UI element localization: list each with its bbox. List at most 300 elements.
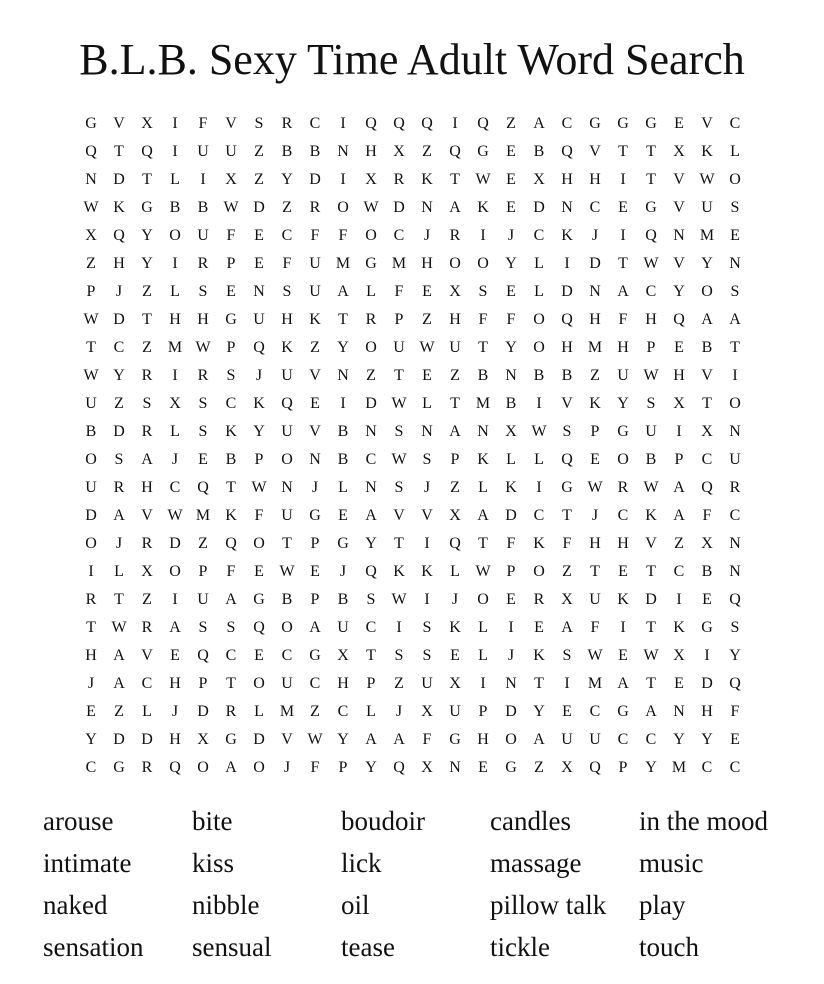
grid-letter: D bbox=[253, 199, 265, 216]
grid-letter: I bbox=[172, 591, 178, 608]
letter-grid bbox=[77, 110, 749, 782]
grid-letter: D bbox=[505, 703, 517, 720]
grid-letter: O bbox=[533, 563, 545, 580]
grid-letter: J bbox=[171, 451, 179, 468]
grid-letter: F bbox=[226, 227, 236, 244]
grid-letter: V bbox=[673, 199, 685, 216]
grid-letter: F bbox=[422, 731, 432, 748]
grid-letter: F bbox=[282, 255, 292, 272]
grid-letter: W bbox=[391, 451, 407, 468]
grid-letter: S bbox=[422, 619, 432, 636]
grid-letter: E bbox=[170, 647, 180, 664]
grid-letter: P bbox=[254, 451, 264, 468]
grid-letter: I bbox=[172, 367, 178, 384]
grid-letter: E bbox=[506, 591, 516, 608]
grid-letter: E bbox=[534, 619, 544, 636]
word-list-item: oil bbox=[341, 890, 370, 920]
grid-letter: W bbox=[111, 619, 127, 636]
grid-letter: Q bbox=[589, 759, 601, 776]
grid-letter: E bbox=[254, 647, 264, 664]
grid-letter: T bbox=[86, 619, 96, 636]
word-list-item: intimate bbox=[43, 848, 132, 878]
grid-letter: D bbox=[197, 703, 209, 720]
grid-letter: W bbox=[643, 367, 659, 384]
grid-letter: K bbox=[225, 423, 237, 440]
grid-letter: N bbox=[421, 199, 433, 216]
grid-letter: W bbox=[251, 479, 267, 496]
grid-letter: E bbox=[422, 283, 432, 300]
grid-letter: L bbox=[170, 423, 180, 440]
grid-letter: S bbox=[394, 647, 404, 664]
grid-letter: W bbox=[83, 199, 99, 216]
grid-letter: X bbox=[505, 423, 517, 440]
grid-letter: L bbox=[338, 479, 348, 496]
grid-letter: T bbox=[618, 255, 628, 272]
grid-letter: T bbox=[646, 619, 656, 636]
grid-letter: I bbox=[620, 619, 626, 636]
grid-letter: U bbox=[197, 591, 209, 608]
grid-letter: Y bbox=[141, 227, 153, 244]
grid-letter: O bbox=[281, 619, 293, 636]
grid-letter: J bbox=[591, 507, 599, 524]
grid-letter: Q bbox=[701, 479, 713, 496]
grid-letter: S bbox=[282, 283, 292, 300]
grid-letter: Z bbox=[142, 339, 152, 356]
grid-letter: J bbox=[395, 703, 403, 720]
grid-letter: X bbox=[421, 759, 433, 776]
grid-letter: S bbox=[226, 367, 236, 384]
grid-letter: O bbox=[337, 199, 349, 216]
grid-letter: P bbox=[86, 283, 96, 300]
grid-letter: Q bbox=[253, 619, 265, 636]
grid-letter: I bbox=[620, 227, 626, 244]
grid-letter: W bbox=[643, 647, 659, 664]
grid-letter: T bbox=[730, 339, 740, 356]
grid-letter: E bbox=[674, 675, 684, 692]
word-list-item: candles bbox=[490, 806, 571, 836]
grid-letter: L bbox=[366, 283, 376, 300]
grid-letter: M bbox=[587, 675, 603, 692]
grid-letter: R bbox=[281, 115, 293, 132]
grid-letter: I bbox=[676, 423, 682, 440]
grid-letter: W bbox=[475, 563, 491, 580]
grid-letter: B bbox=[337, 423, 349, 440]
word-list-item: in the mood bbox=[639, 806, 768, 836]
grid-letter: P bbox=[450, 451, 460, 468]
grid-letter: Y bbox=[673, 283, 685, 300]
grid-letter: W bbox=[167, 507, 183, 524]
grid-letter: M bbox=[587, 339, 603, 356]
word-list-item: massage bbox=[490, 848, 582, 878]
grid-letter: P bbox=[198, 675, 208, 692]
grid-letter: Z bbox=[506, 115, 516, 132]
grid-letter: M bbox=[391, 255, 407, 272]
grid-letter: D bbox=[169, 535, 181, 552]
grid-letter: H bbox=[85, 647, 97, 664]
grid-letter: Z bbox=[310, 339, 320, 356]
grid-letter: G bbox=[645, 199, 657, 216]
grid-letter: C bbox=[701, 451, 713, 468]
grid-letter: W bbox=[223, 199, 239, 216]
grid-letter: R bbox=[197, 367, 209, 384]
grid-letter: W bbox=[587, 479, 603, 496]
grid-letter: O bbox=[617, 451, 629, 468]
word-list-item: bite bbox=[192, 806, 233, 836]
grid-letter: T bbox=[86, 339, 96, 356]
grid-letter: G bbox=[309, 647, 321, 664]
grid-letter: A bbox=[645, 703, 657, 720]
grid-letter: V bbox=[589, 143, 601, 160]
grid-letter: I bbox=[424, 591, 430, 608]
grid-letter: S bbox=[198, 619, 208, 636]
grid-letter: Q bbox=[393, 759, 405, 776]
grid-letter: P bbox=[198, 563, 208, 580]
grid-letter: X bbox=[673, 647, 685, 664]
grid-letter: Y bbox=[701, 255, 713, 272]
grid-letter: K bbox=[225, 507, 237, 524]
grid-letter: J bbox=[311, 479, 319, 496]
word-list-item: sensation bbox=[43, 932, 144, 962]
grid-letter: B bbox=[309, 143, 321, 160]
word-list-item: pillow talk bbox=[490, 890, 607, 920]
grid-letter: N bbox=[421, 423, 433, 440]
grid-letter: F bbox=[590, 619, 600, 636]
grid-letter: T bbox=[394, 535, 404, 552]
grid-letter: Z bbox=[534, 759, 544, 776]
word-list-item: lick bbox=[341, 848, 382, 878]
grid-letter: H bbox=[365, 143, 377, 160]
grid-letter: U bbox=[281, 367, 293, 384]
grid-letter: K bbox=[589, 395, 601, 412]
grid-letter: J bbox=[507, 647, 515, 664]
grid-letter: R bbox=[449, 227, 461, 244]
grid-letter: G bbox=[337, 535, 349, 552]
grid-letter: O bbox=[477, 255, 489, 272]
grid-letter: I bbox=[340, 115, 346, 132]
grid-letter: I bbox=[200, 171, 206, 188]
grid-letter: V bbox=[673, 171, 685, 188]
grid-letter: I bbox=[536, 479, 542, 496]
grid-letter: U bbox=[85, 395, 97, 412]
grid-letter: E bbox=[618, 199, 628, 216]
grid-letter: Y bbox=[645, 759, 657, 776]
grid-letter: B bbox=[533, 143, 545, 160]
grid-letter: V bbox=[393, 507, 405, 524]
grid-letter: E bbox=[618, 647, 628, 664]
grid-letter: P bbox=[394, 311, 404, 328]
grid-letter: T bbox=[646, 143, 656, 160]
grid-letter: R bbox=[141, 423, 153, 440]
grid-letter: A bbox=[365, 507, 377, 524]
grid-letter: G bbox=[365, 255, 377, 272]
grid-letter: W bbox=[531, 423, 547, 440]
grid-letter: E bbox=[422, 367, 432, 384]
grid-letter: B bbox=[337, 591, 349, 608]
grid-letter: P bbox=[646, 339, 656, 356]
grid-letter: O bbox=[365, 339, 377, 356]
grid-letter: A bbox=[309, 619, 321, 636]
grid-letter: Y bbox=[141, 255, 153, 272]
grid-letter: Y bbox=[113, 367, 125, 384]
grid-letter: G bbox=[225, 731, 237, 748]
grid-letter: M bbox=[671, 759, 687, 776]
grid-letter: B bbox=[477, 367, 489, 384]
grid-letter: U bbox=[589, 591, 601, 608]
grid-letter: B bbox=[561, 367, 573, 384]
grid-letter: R bbox=[729, 479, 741, 496]
word-list-item: kiss bbox=[192, 848, 235, 878]
grid-letter: I bbox=[480, 227, 486, 244]
grid-letter: Q bbox=[393, 115, 405, 132]
grid-letter: Z bbox=[422, 143, 432, 160]
grid-letter: E bbox=[618, 563, 628, 580]
grid-letter: C bbox=[673, 563, 685, 580]
grid-letter: J bbox=[283, 759, 291, 776]
grid-letter: Q bbox=[197, 479, 209, 496]
grid-letter: Q bbox=[449, 535, 461, 552]
grid-letter: A bbox=[533, 115, 545, 132]
grid-letter: I bbox=[676, 591, 682, 608]
grid-letter: S bbox=[562, 423, 572, 440]
grid-letter: Z bbox=[422, 311, 432, 328]
grid-letter: G bbox=[589, 115, 601, 132]
grid-letter: E bbox=[478, 759, 488, 776]
grid-letter: Z bbox=[254, 171, 264, 188]
grid-letter: G bbox=[113, 759, 125, 776]
grid-letter: K bbox=[673, 619, 685, 636]
grid-letter: C bbox=[281, 647, 293, 664]
grid-letter: Q bbox=[421, 115, 433, 132]
grid-letter: F bbox=[310, 227, 320, 244]
grid-letter: Y bbox=[281, 171, 293, 188]
grid-letter: Y bbox=[85, 731, 97, 748]
grid-letter: B bbox=[85, 423, 97, 440]
grid-letter: H bbox=[337, 675, 349, 692]
grid-letter: O bbox=[253, 535, 265, 552]
grid-letter: Z bbox=[674, 535, 684, 552]
grid-letter: A bbox=[365, 731, 377, 748]
grid-letter: H bbox=[281, 311, 293, 328]
grid-letter: S bbox=[394, 479, 404, 496]
grid-letter: H bbox=[589, 171, 601, 188]
grid-letter: G bbox=[253, 591, 265, 608]
grid-letter: R bbox=[197, 255, 209, 272]
grid-letter: N bbox=[85, 171, 97, 188]
grid-letter: U bbox=[561, 731, 573, 748]
grid-letter: U bbox=[197, 227, 209, 244]
grid-letter: B bbox=[533, 367, 545, 384]
grid-letter: S bbox=[366, 591, 376, 608]
grid-letter: C bbox=[169, 479, 181, 496]
grid-letter: N bbox=[449, 759, 461, 776]
grid-letter: P bbox=[618, 759, 628, 776]
grid-letter: T bbox=[590, 563, 600, 580]
grid-letter: K bbox=[561, 227, 573, 244]
grid-letter: Z bbox=[450, 479, 460, 496]
grid-letter: O bbox=[449, 255, 461, 272]
grid-letter: X bbox=[85, 227, 97, 244]
grid-letter: A bbox=[561, 619, 573, 636]
grid-letter: E bbox=[730, 227, 740, 244]
grid-letter: X bbox=[337, 647, 349, 664]
grid-letter: Q bbox=[197, 647, 209, 664]
grid-letter: L bbox=[506, 451, 516, 468]
grid-letter: N bbox=[365, 423, 377, 440]
grid-letter: V bbox=[281, 731, 293, 748]
grid-letter: R bbox=[309, 199, 321, 216]
grid-letter: C bbox=[113, 339, 125, 356]
grid-letter: X bbox=[169, 395, 181, 412]
grid-letter: T bbox=[450, 171, 460, 188]
grid-letter: Z bbox=[310, 703, 320, 720]
grid-letter: I bbox=[172, 115, 178, 132]
grid-letter: E bbox=[730, 731, 740, 748]
grid-letter: T bbox=[226, 479, 236, 496]
grid-letter: W bbox=[699, 171, 715, 188]
grid-letter: R bbox=[113, 479, 125, 496]
grid-letter: D bbox=[113, 171, 125, 188]
grid-letter: P bbox=[478, 703, 488, 720]
grid-letter: Z bbox=[142, 283, 152, 300]
grid-letter: Y bbox=[729, 647, 741, 664]
grid-letter: Y bbox=[673, 731, 685, 748]
grid-letter: C bbox=[281, 227, 293, 244]
grid-letter: D bbox=[85, 507, 97, 524]
grid-letter: K bbox=[421, 171, 433, 188]
grid-letter: N bbox=[477, 423, 489, 440]
grid-letter: K bbox=[533, 535, 545, 552]
grid-letter: D bbox=[113, 311, 125, 328]
grid-letter: H bbox=[589, 311, 601, 328]
grid-letter: C bbox=[729, 115, 741, 132]
grid-letter: X bbox=[701, 423, 713, 440]
grid-letter: A bbox=[617, 283, 629, 300]
grid-letter: X bbox=[561, 591, 573, 608]
grid-letter: G bbox=[561, 479, 573, 496]
grid-letter: U bbox=[729, 451, 741, 468]
grid-letter: R bbox=[365, 311, 377, 328]
grid-letter: D bbox=[253, 731, 265, 748]
grid-letter: T bbox=[366, 647, 376, 664]
grid-letter: E bbox=[226, 283, 236, 300]
grid-letter: U bbox=[281, 423, 293, 440]
grid-letter: U bbox=[197, 143, 209, 160]
grid-letter: K bbox=[449, 619, 461, 636]
grid-letter: Q bbox=[281, 395, 293, 412]
grid-letter: I bbox=[564, 255, 570, 272]
grid-letter: N bbox=[729, 535, 741, 552]
grid-letter: J bbox=[255, 367, 263, 384]
grid-letter: J bbox=[591, 227, 599, 244]
grid-letter: E bbox=[86, 703, 96, 720]
grid-letter: I bbox=[172, 255, 178, 272]
grid-letter: W bbox=[391, 591, 407, 608]
grid-letter: I bbox=[536, 395, 542, 412]
grid-letter: P bbox=[366, 675, 376, 692]
grid-letter: R bbox=[617, 479, 629, 496]
grid-letter: U bbox=[449, 339, 461, 356]
grid-letter: Y bbox=[505, 255, 517, 272]
grid-letter: A bbox=[141, 451, 153, 468]
grid-letter: A bbox=[729, 311, 741, 328]
grid-letter: T bbox=[282, 535, 292, 552]
grid-letter: D bbox=[589, 255, 601, 272]
page-title: B.L.B. Sexy Time Adult Word Search bbox=[79, 35, 745, 84]
grid-letter: N bbox=[281, 479, 293, 496]
grid-letter: O bbox=[729, 395, 741, 412]
grid-letter: F bbox=[254, 507, 264, 524]
grid-letter: V bbox=[673, 255, 685, 272]
grid-letter: L bbox=[534, 451, 544, 468]
grid-letter: X bbox=[141, 115, 153, 132]
grid-letter: Q bbox=[561, 311, 573, 328]
grid-letter: G bbox=[225, 311, 237, 328]
grid-letter: U bbox=[309, 255, 321, 272]
grid-letter: I bbox=[508, 619, 514, 636]
grid-letter: J bbox=[115, 283, 123, 300]
grid-letter: W bbox=[475, 171, 491, 188]
grid-letter: B bbox=[701, 339, 713, 356]
grid-letter: D bbox=[309, 171, 321, 188]
grid-letter: O bbox=[281, 451, 293, 468]
grid-letter: N bbox=[589, 283, 601, 300]
grid-letter: E bbox=[702, 591, 712, 608]
grid-letter: E bbox=[674, 115, 684, 132]
grid-letter: M bbox=[167, 339, 183, 356]
grid-letter: A bbox=[113, 507, 125, 524]
grid-letter: O bbox=[85, 451, 97, 468]
grid-letter: M bbox=[195, 507, 211, 524]
grid-letter: G bbox=[309, 507, 321, 524]
grid-letter: X bbox=[533, 171, 545, 188]
grid-letter: B bbox=[505, 395, 517, 412]
grid-letter: G bbox=[449, 731, 461, 748]
grid-letter: N bbox=[337, 143, 349, 160]
grid-letter: K bbox=[505, 479, 517, 496]
grid-letter: S bbox=[478, 283, 488, 300]
grid-letter: P bbox=[590, 423, 600, 440]
grid-letter: P bbox=[674, 451, 684, 468]
grid-letter: E bbox=[310, 563, 320, 580]
grid-letter: T bbox=[646, 675, 656, 692]
grid-letter: T bbox=[646, 171, 656, 188]
grid-letter: A bbox=[225, 591, 237, 608]
grid-letter: L bbox=[170, 171, 180, 188]
grid-letter: N bbox=[505, 367, 517, 384]
grid-letter: U bbox=[589, 731, 601, 748]
grid-letter: B bbox=[197, 199, 209, 216]
grid-letter: E bbox=[450, 647, 460, 664]
grid-letter: U bbox=[281, 507, 293, 524]
grid-letter: V bbox=[141, 507, 153, 524]
grid-letter: V bbox=[645, 535, 657, 552]
grid-letter: O bbox=[365, 227, 377, 244]
grid-letter: K bbox=[393, 563, 405, 580]
grid-letter: Q bbox=[729, 675, 741, 692]
grid-letter: C bbox=[561, 115, 573, 132]
grid-letter: P bbox=[338, 759, 348, 776]
grid-letter: H bbox=[561, 171, 573, 188]
grid-letter: N bbox=[729, 255, 741, 272]
grid-letter: V bbox=[421, 507, 433, 524]
grid-letter: X bbox=[673, 143, 685, 160]
grid-letter: W bbox=[195, 339, 211, 356]
grid-letter: T bbox=[338, 311, 348, 328]
grid-letter: Y bbox=[701, 731, 713, 748]
word-list-item: nibble bbox=[192, 890, 260, 920]
grid-letter: A bbox=[393, 731, 405, 748]
grid-letter: O bbox=[701, 283, 713, 300]
